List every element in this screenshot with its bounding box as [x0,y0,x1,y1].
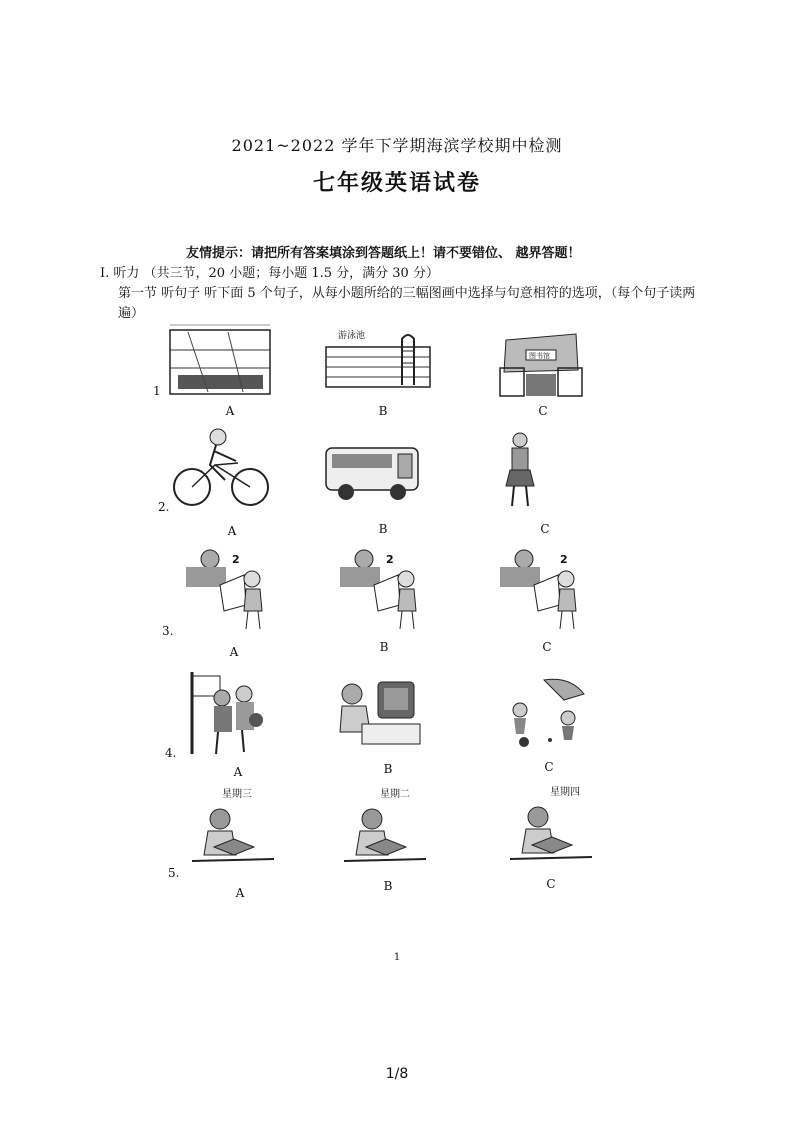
page-indicator: 1/8 [385,1066,409,1082]
pic-caption: 游泳池 [338,331,366,341]
teacher-and-girl-icon [338,545,428,633]
question-number: 3. [162,624,174,638]
pic-caption: 星期二 [380,789,410,800]
swimming-pool-icon [322,325,434,391]
kids-playing-soccer-icon [504,676,590,748]
option-letter: B [383,762,393,776]
pic-caption: 2 [560,553,568,566]
option-letter: C [540,522,550,536]
question-number: 4. [165,746,177,760]
option-letter: C [542,640,552,654]
pic-caption: 2 [386,553,394,566]
option-letter: A [233,765,243,779]
option-letter: A [225,404,235,418]
option-letter: A [235,886,245,900]
part-instruction: 第一节 听句子 听下面 5 个句子，从每小题所给的三幅图画中选择与句意相符的选项，（每个句子读两遍） [118,286,696,321]
girl-walking-icon [500,430,540,512]
option-letter: C [546,877,556,891]
pic-caption: 图书馆 [529,352,550,360]
exam-title: 2021~2022 学年下学期海滨学校期中检测 [231,136,563,155]
option-letter: C [544,760,554,774]
page-number: 1 [393,952,401,963]
bus-icon [322,444,422,504]
girl-reading-book-icon [188,785,278,867]
pic-caption: 2 [232,553,240,566]
question-number: 2. [158,500,170,514]
girl-reading-book-icon [340,785,430,867]
pic-caption: 星期四 [550,787,580,798]
option-letter: B [378,522,388,536]
boy-at-computer-icon [336,676,422,748]
option-letter: B [379,640,389,654]
option-letter: A [227,524,237,538]
option-letter: B [383,879,393,893]
teacher-and-girl-icon [498,545,588,633]
friendly-tip: 友情提示：请把所有答案填涂到答题纸上！请不要错位、 越界答题！ [186,246,581,261]
pic-caption: 星期三 [222,789,252,800]
exam-subtitle: 七年级英语试卷 [312,170,481,196]
option-letter: A [229,645,239,659]
option-letter: C [538,404,548,418]
building-facade-icon [168,320,274,398]
basketball-players-icon [186,668,266,758]
question-number: 1 [153,384,161,398]
boy-riding-bike-icon [170,425,270,511]
section-heading: I. 听力 （共三节，20 小题；每小题 1.5 分，满分 30 分） [100,266,439,281]
option-letter: B [378,404,388,418]
girl-reading-book-icon [506,783,596,865]
library-building-icon [496,330,588,398]
teacher-and-girl-icon [184,545,274,633]
question-number: 5. [168,866,180,880]
